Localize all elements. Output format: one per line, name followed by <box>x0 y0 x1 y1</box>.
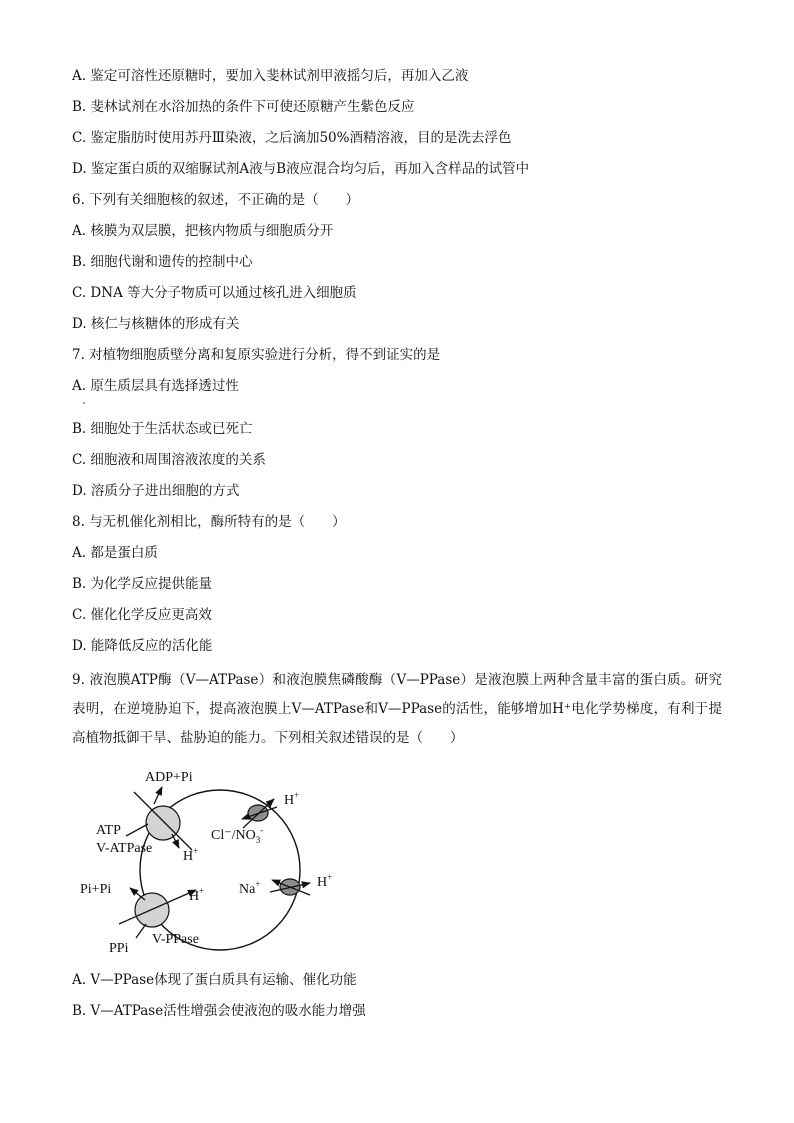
q9-option-b: B. V—ATPase活性增强会使液泡的吸水能力增强 <box>72 1003 366 1019</box>
q9-option-a: A. V—PPase体现了蛋白质具有运输、催化功能 <box>72 972 357 988</box>
v-ppase-protein <box>119 888 196 938</box>
q7-option-c: C. 细胞液和周围溶液浓度的关系 <box>72 452 266 468</box>
label-na: Na+ <box>239 879 261 897</box>
q8-option-d: D. 能降低反应的活化能 <box>72 638 213 654</box>
q5-option-c: C. 鉴定脂肪时使用苏丹Ⅲ染液，之后滴加50%酒精溶液，目的是洗去浮色 <box>72 130 512 146</box>
label-cl-no3: $Cl^-/NO_3^-$ <box>211 825 264 845</box>
q8-option-c: C. 催化化学反应更高效 <box>72 607 212 623</box>
label-adp-pi: ADP+Pi <box>145 770 193 785</box>
q5-option-a: A. 鉴定可溶性还原糖时，要加入斐林试剂甲液摇匀后，再加入乙液 <box>72 68 469 84</box>
label-pi-pi: Pi+Pi <box>80 882 112 897</box>
na-h-antiporter <box>270 879 310 895</box>
q9-stem: 9. 液泡膜ATP酶（V—ATPase）和液泡膜焦磷酸酶（V—PPase）是液泡膜上两种含量丰富的蛋白质。研究表明，在逆境胁迫下，提高液泡膜上V—ATPase和V—PPase的活性，能够增加H⁺电化学势梯度，有利于提高植物抵御干旱、盐胁迫的能力。下列相关叙述错误的是（ ） <box>72 672 722 746</box>
q6-option-d: D. 核仁与核糖体的形成有关 <box>72 316 240 332</box>
label-h-atpase: H+ <box>183 846 199 864</box>
label-h-ppase: H+ <box>189 886 205 904</box>
q8-stem: 8. 与无机催化剂相比，酶所特有的是（ ） <box>72 514 346 530</box>
q5-option-d: D. 鉴定蛋白质的双缩脲试剂A液与B液应混合均匀后，再加入含样品的试管中 <box>72 161 530 177</box>
q7-option-a: A. 原生质层具有选择透过性 <box>72 378 239 394</box>
q8-option-a: A. 都是蛋白质 <box>72 545 158 561</box>
q7-stem: 7. 对植物细胞质壁分离和复原实验进行分析，得不到证实的是 <box>72 347 441 363</box>
q5-option-b: B. 斐林试剂在水浴加热的条件下可使还原糖产生紫色反应 <box>72 99 415 115</box>
q6-option-c: C. DNA 等大分子物质可以通过核孔进入细胞质 <box>72 285 357 301</box>
q6-option-b: B. 细胞代谢和遗传的控制中心 <box>72 254 253 270</box>
q7-option-b: B. 细胞处于生活状态或已死亡 <box>72 421 253 437</box>
label-atp: ATP <box>96 823 121 838</box>
label-ppi: PPi <box>109 941 129 956</box>
anion-h-antiporter <box>242 799 277 828</box>
vacuole-membrane-diagram <box>72 762 372 962</box>
q7-option-d: D. 溶质分子进出细胞的方式 <box>72 483 240 499</box>
label-h-na: H+ <box>317 872 333 890</box>
label-h-anion: H+ <box>284 790 300 808</box>
q6-stem: 6. 下列有关细胞核的叙述，不正确的是（ ） <box>72 192 360 208</box>
q6-option-a: A. 核膜为双层膜，把核内物质与细胞质分开 <box>72 223 334 239</box>
q8-option-b: B. 为化学反应提供能量 <box>72 576 213 592</box>
label-v-ppase: V-PPase <box>152 932 199 947</box>
label-v-atpase: V-ATPase <box>96 841 153 856</box>
stray-dot <box>83 402 85 404</box>
